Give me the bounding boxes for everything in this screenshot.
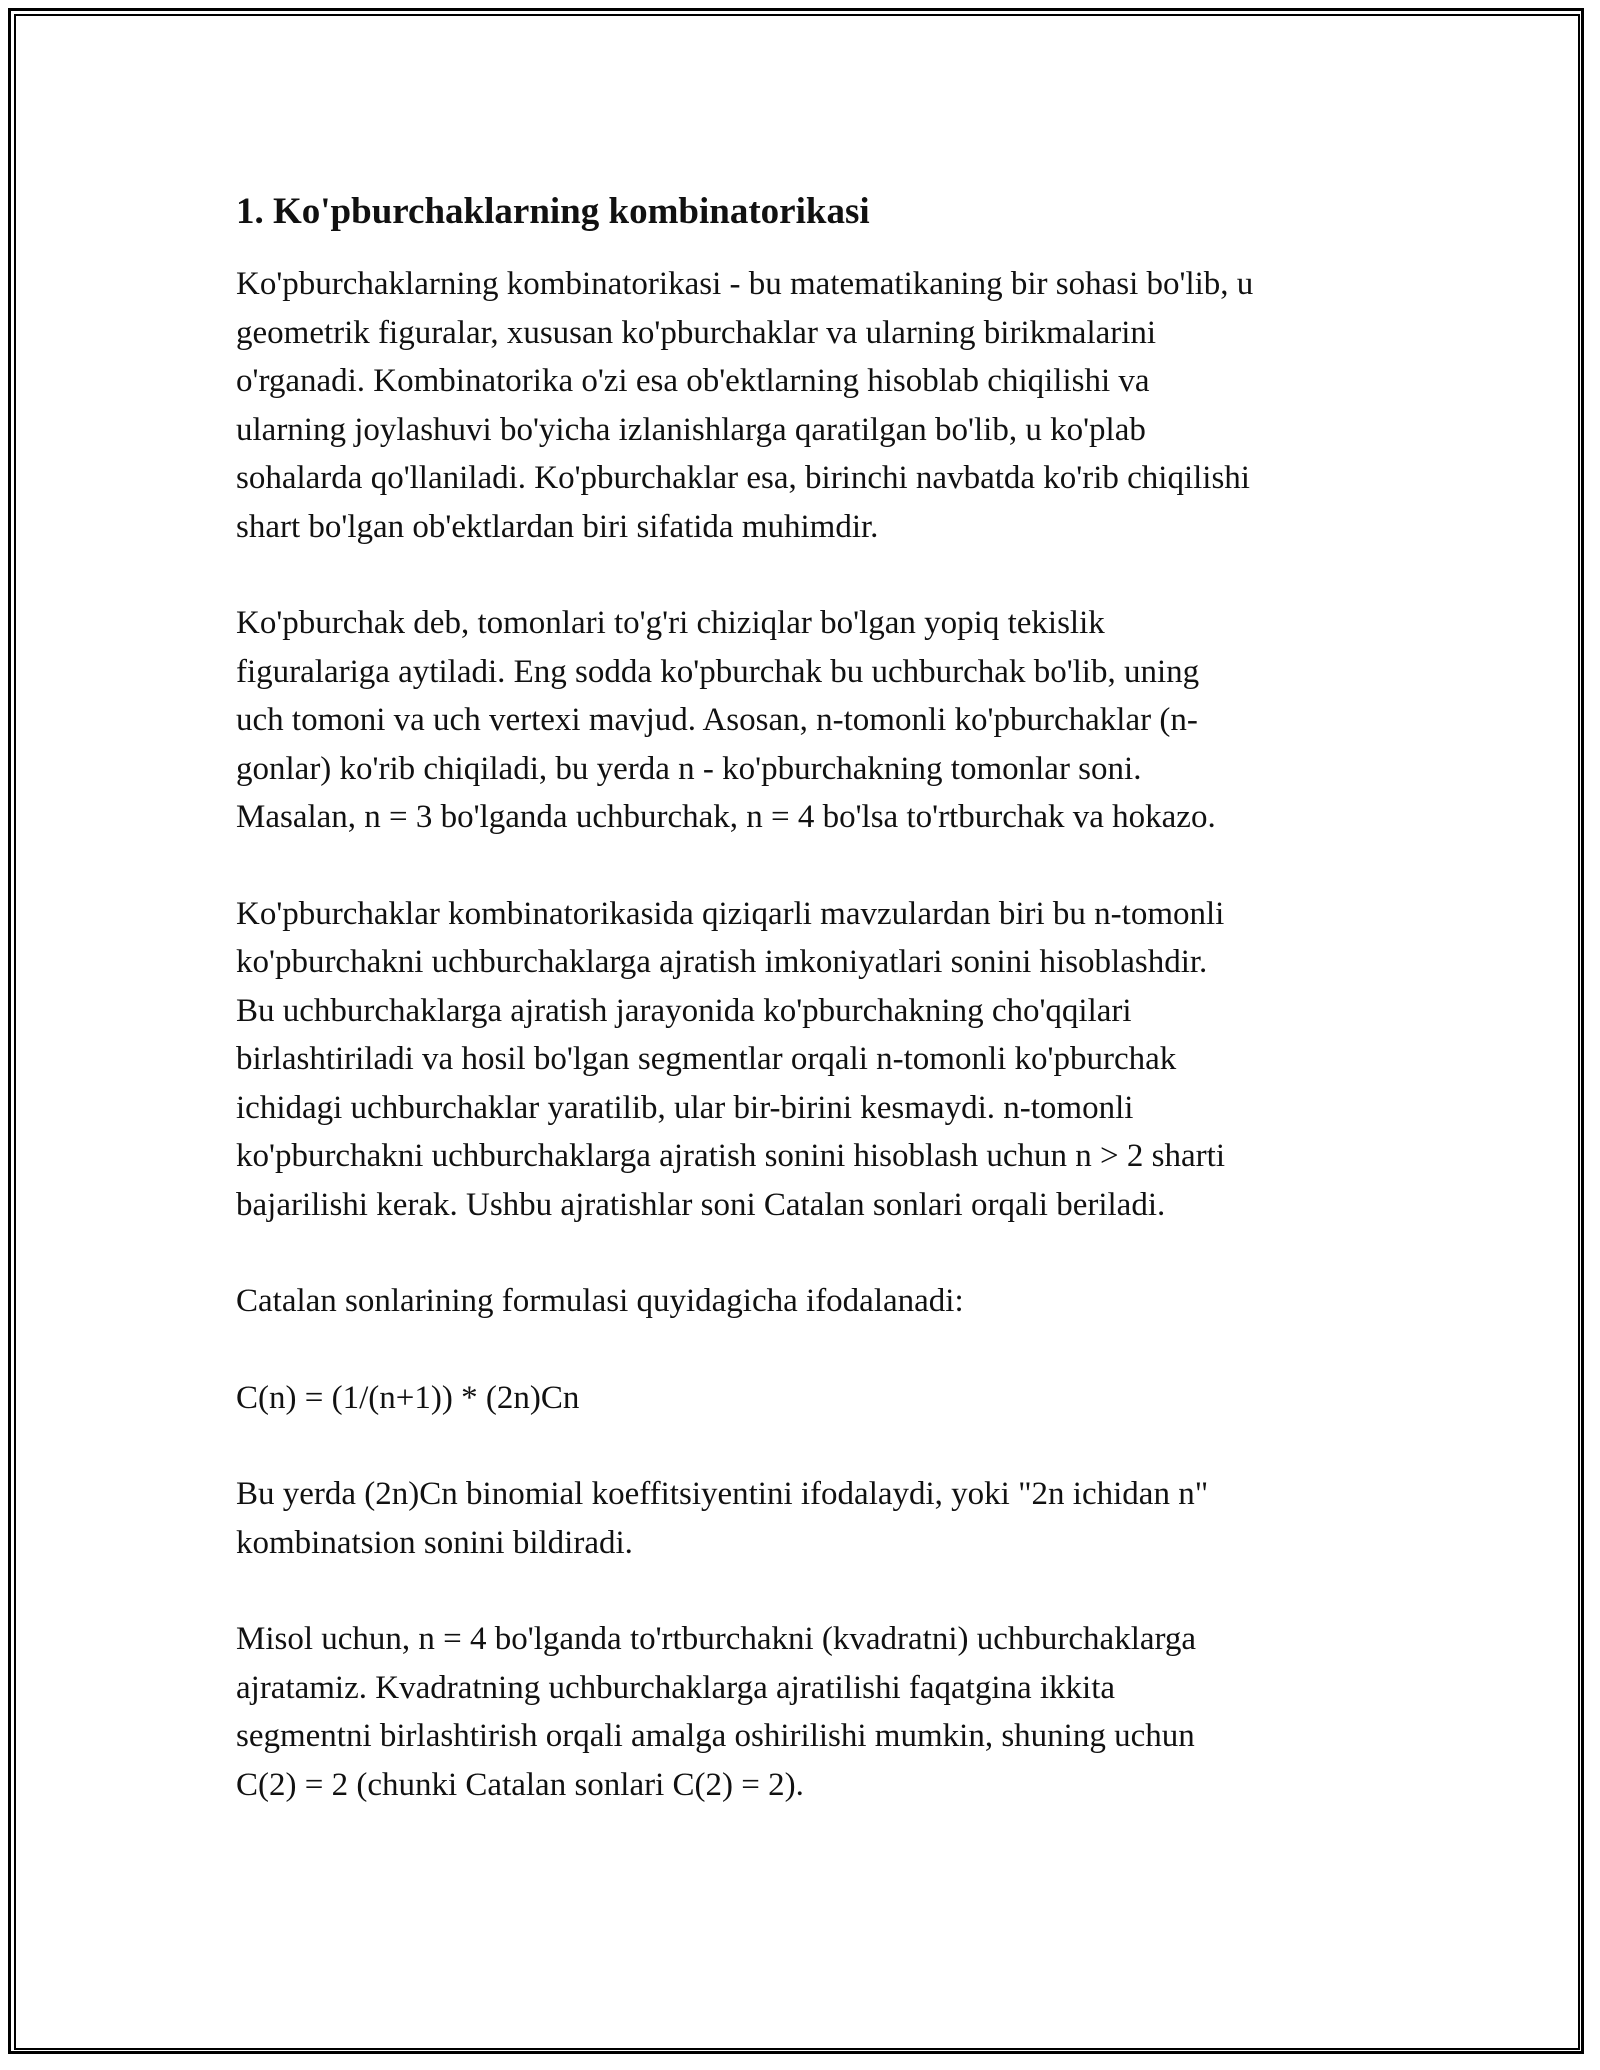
text-line: sohalarda qo'llaniladi. Ko'pburchaklar esa, birinchi navbatda ko'rib chiqilishi — [236, 460, 1250, 496]
paragraph-list — [236, 260, 1376, 1809]
text-line: C(n) = (1/(n+1)) * (2n)Cn — [236, 1379, 580, 1416]
text-line: C(2) = 2 (chunki Catalan sonlari C(2) = 2). — [236, 1766, 804, 1803]
paragraph — [236, 260, 1376, 551]
paragraph — [236, 1470, 1376, 1567]
paragraph — [236, 1277, 1376, 1326]
text-line: birlashtiriladi va hosil bo'lgan segmentlar orqali n-tomonli ko'pburchak — [236, 1041, 1177, 1077]
text-line: ko'pburchakni uchburchaklarga ajratish imkoniyatlari sonini hisoblashdir. — [236, 944, 1208, 980]
text-line: geometrik figuralar, xususan ko'pburchaklar va ularning birikmalarini — [236, 314, 1157, 351]
text-line: Bu uchburchaklarga ajratish jarayonida ko'pburchakning cho'qqilari — [236, 992, 1132, 1029]
text-line: gonlar) ko'rib chiqiladi, bu yerda n - ko'pburchakning tomonlar soni. — [236, 750, 1142, 787]
paragraph — [236, 1374, 1376, 1423]
paragraph — [236, 890, 1376, 1230]
text-line: uch tomoni va uch vertexi mavjud. Asosan, n-tomonli ko'pburchaklar (n- — [236, 702, 1198, 738]
text-line: segmentni birlashtirish orqali amalga oshirilishi mumkin, shuning uchun — [236, 1718, 1195, 1754]
document-body — [236, 186, 1376, 1857]
paragraph — [236, 599, 1376, 842]
text-line: ajratamiz. Kvadratning uchburchaklarga ajratilishi faqatgina ikkita — [236, 1669, 1116, 1706]
text-line: shart bo'lgan ob'ektlardan biri sifatida muhimdir. — [236, 508, 879, 545]
text-line: Ko'pburchaklar kombinatorikasida qiziqarli mavzulardan biri bu n-tomonli — [236, 895, 1225, 932]
text-line: o'rganadi. Kombinatorika o'zi esa ob'ektlarning hisoblab chiqilishi va — [236, 363, 1150, 399]
text-line: Misol uchun, n = 4 bo'lganda to'rtburchakni (kvadratni) uchburchaklarga — [236, 1621, 1197, 1657]
text-line: Ko'pburchaklarning kombinatorikasi - bu matematikaning bir sohasi bo'lib, u — [236, 266, 1254, 302]
text-line: ko'pburchakni uchburchaklarga ajratish sonini hisoblash uchun n > 2 sharti — [236, 1138, 1225, 1174]
paragraph — [236, 1615, 1376, 1809]
text-line: ichidagi uchburchaklar yaratilib, ular bir-birini kesmaydi. n-tomonli — [236, 1089, 1134, 1126]
text-line: bajarilishi kerak. Ushbu ajratishlar soni Catalan sonlari orqali beriladi. — [236, 1186, 1166, 1223]
text-line: figuralariga aytiladi. Eng sodda ko'pburchak bu uchburchak bo'lib, uning — [236, 653, 1200, 690]
text-line: ularning joylashuvi bo'yicha izlanishlarga qaratilgan bo'lib, u ko'plab — [236, 411, 1146, 448]
text-line: Catalan sonlarining formulasi quyidagicha ifodalanadi: — [236, 1283, 964, 1319]
text-line: Bu yerda (2n)Cn binomial koeffitsiyentini ifodalaydi, yoki "2n ichidan n" — [236, 1476, 1209, 1512]
text-line: kombinatsion sonini bildiradi. — [236, 1524, 633, 1561]
text-line: Ko'pburchak deb, tomonlari to'g'ri chiziqlar bo'lgan yopiq tekislik — [236, 605, 1105, 641]
text-line: Masalan, n = 3 bo'lganda uchburchak, n = 4 bo'lsa to'rtburchak va hokazo. — [236, 799, 1216, 835]
section-heading: 1. Ko'pburchaklarning kombinatorikasi — [236, 191, 870, 232]
